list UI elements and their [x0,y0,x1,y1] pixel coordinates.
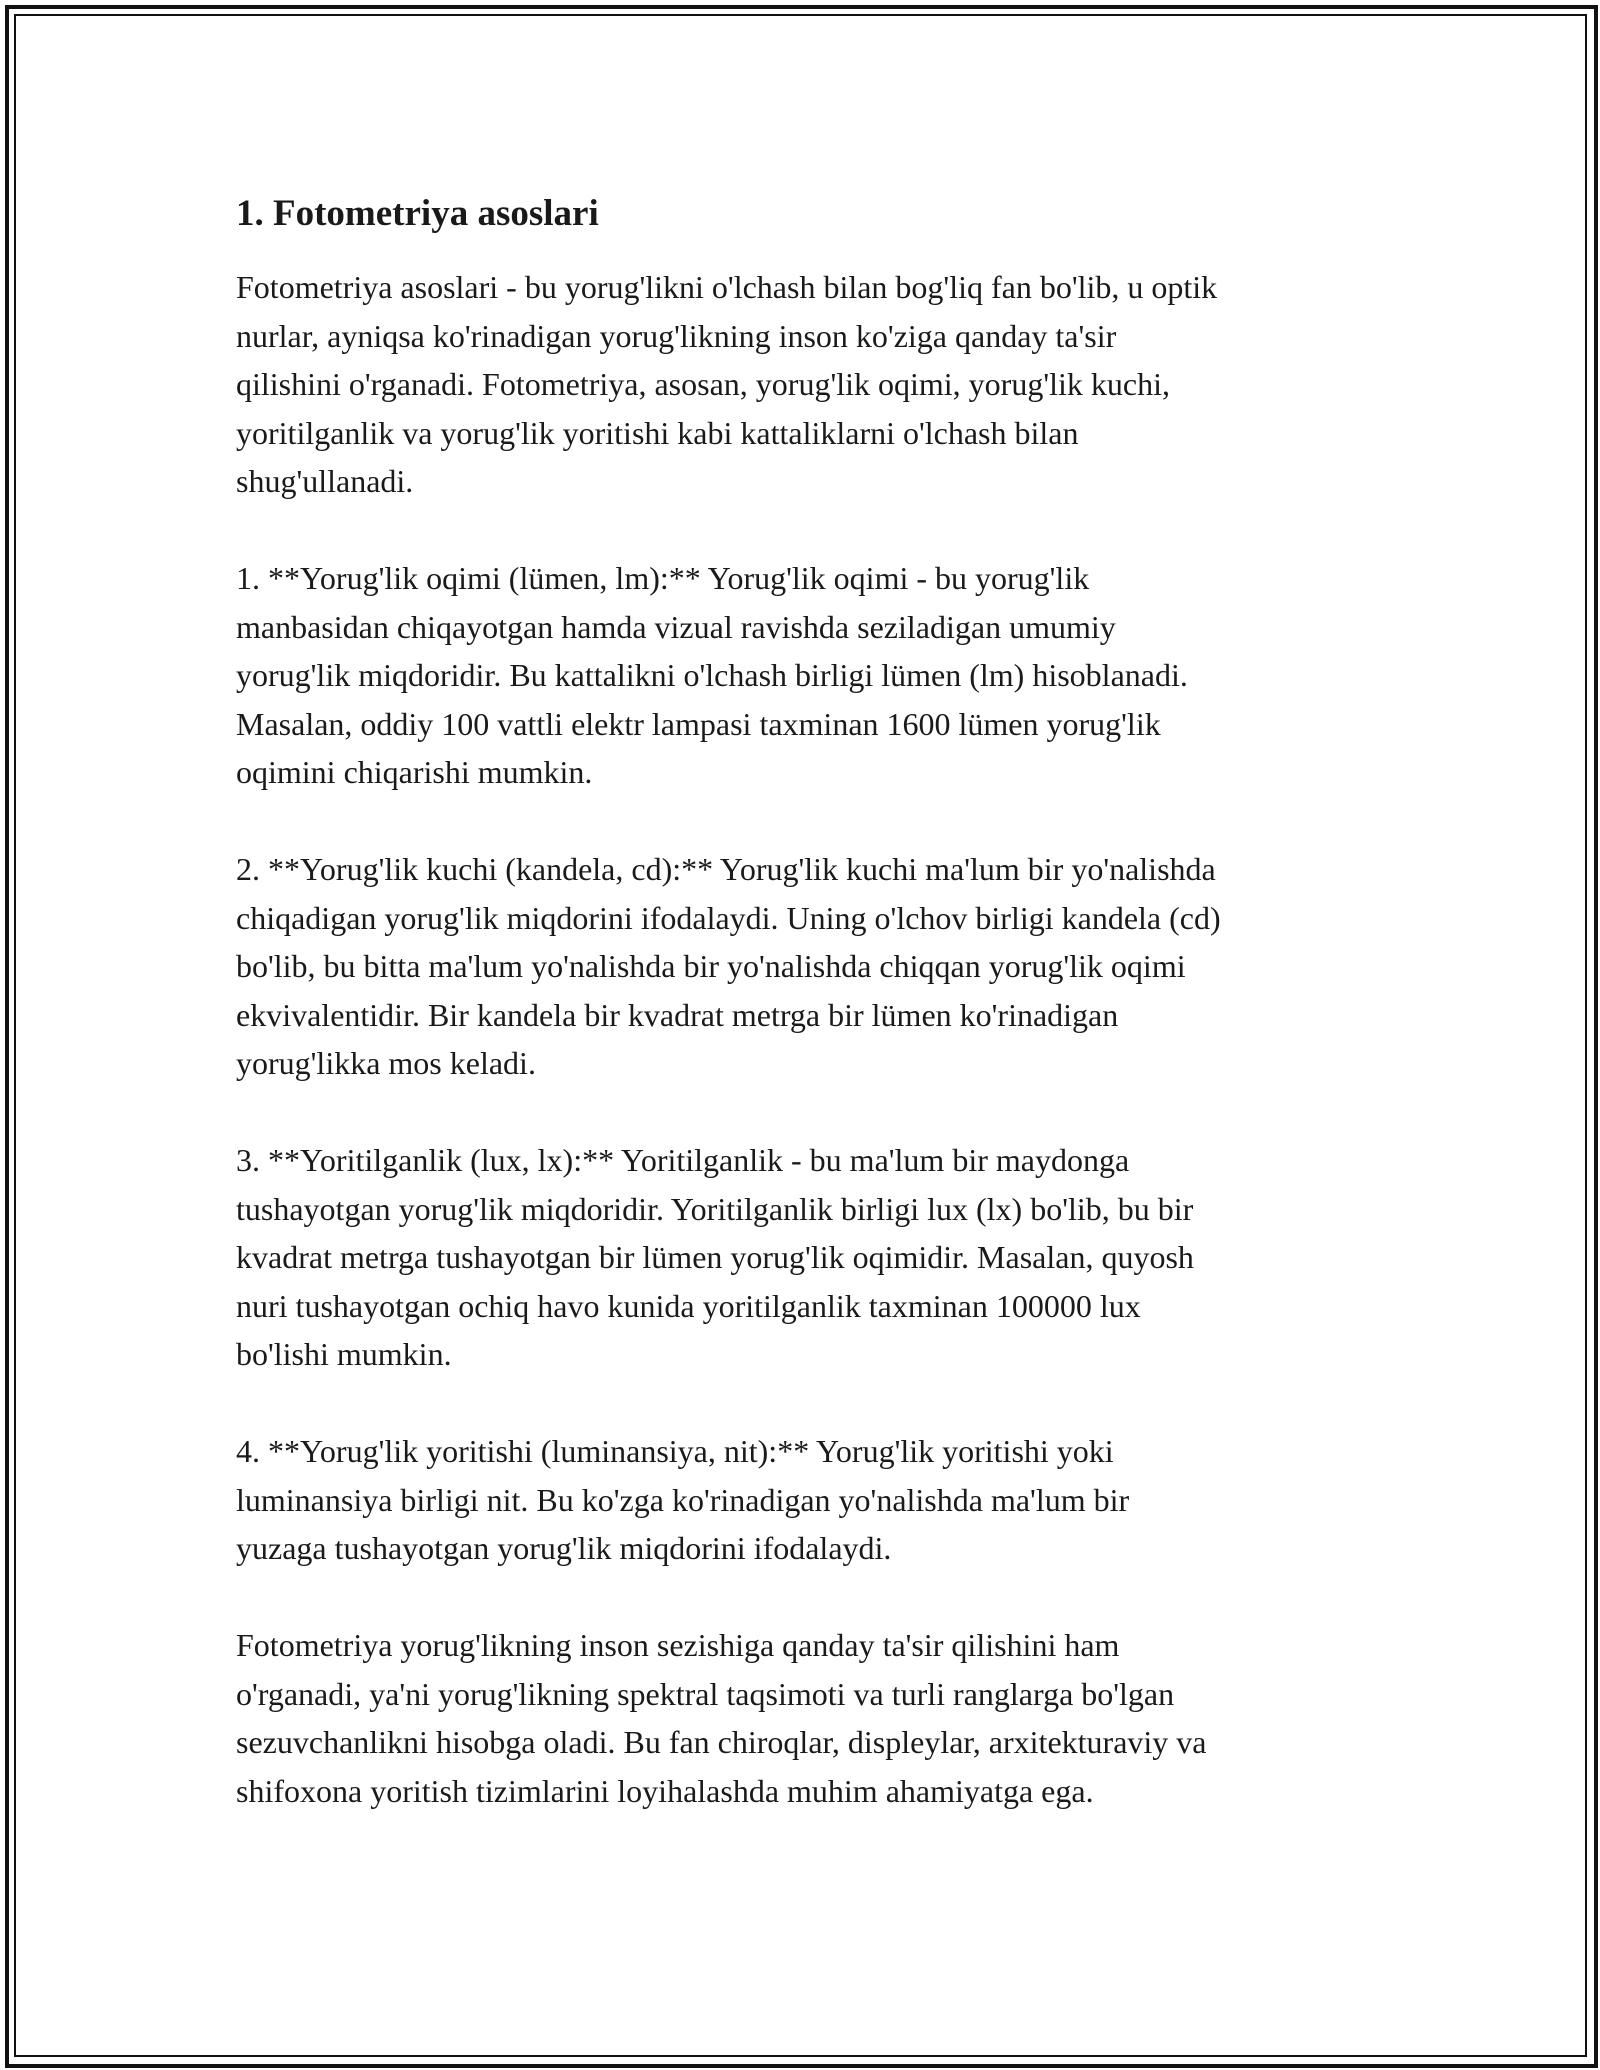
illuminance-paragraph: 3. **Yoritilganlik (lux, lx):** Yoritilganlik - bu ma'lum bir maydonga tushayotgan yorug'lik miqdoridir. Yoritilganlik birligi lux (lx) bo'lib, bu bir kvadrat metrga tushayotgan bir lümen yorug'lik oqimidir. Masalan, quyosh nuri tushayotgan ochiq havo kunida yoritilganlik taxminan 100000 lux bo'lishi mumkin. [236,1142,1194,1372]
document-body [236,190,1376,1864]
document-title: 1. Fotometriya asoslari [236,193,599,234]
luminance-paragraph: 4. **Yorug'lik yoritishi (luminansiya, nit):** Yorug'lik yoritishi yoki luminansiya birligi nit. Bu ko'zga ko'rinadigan yo'nalishda ma'lum bir yuzaga tushayotgan yorug'lik miqdorini ifodalaydi. [236,1433,1130,1566]
luminous-flux-paragraph: 1. **Yorug'lik oqimi (lümen, lm):** Yorug'lik oqimi - bu yorug'lik manbasidan chiqayotgan hamda vizual ravishda seziladigan umumiy yorug'lik miqdoridir. Bu kattalikni o'lchash birligi lümen (lm) hisoblanadi. Masalan, oddiy 100 vattli elektr lampasi taxminan 1600 lümen yorug'lik oqimini chiqarishi mumkin. [236,560,1188,790]
conclusion-paragraph: Fotometriya yorug'likning inson sezishiga qanday ta'sir qilishini ham o'rganadi, ya'ni yorug'likning spektral taqsimoti va turli ranglarga bo'lgan sezuvchanlikni hisobga oladi. Bu fan chiroqlar, displeylar, arxitekturaviy va shifoxona yoritish tizimlarini loyihalashda muhim ahamiyatga ega. [236,1627,1207,1809]
intro-paragraph: Fotometriya asoslari - bu yorug'likni o'lchash bilan bog'liq fan bo'lib, u optik nurlar, ayniqsa ko'rinadigan yorug'likning inson ko'ziga qanday ta'sir qilishini o'rganadi. Fotometriya, asosan, yorug'lik oqimi, yorug'lik kuchi, yoritilganlik va yorug'lik yoritishi kabi kattaliklarni o'lchash bilan shug'ullanadi. [236,269,1218,499]
luminous-intensity-paragraph: 2. **Yorug'lik kuchi (kandela, cd):** Yorug'lik kuchi ma'lum bir yo'nalishda chiqadigan yorug'lik miqdorini ifodalaydi. Uning o'lchov birligi kandela (cd) bo'lib, bu bitta ma'lum yo'nalishda bir yo'nalishda chiqqan yorug'lik oqimi ekvivalentidir. Bir kandela bir kvadrat metrga bir lümen ko'rinadigan yorug'likka mos keladi. [236,851,1221,1081]
